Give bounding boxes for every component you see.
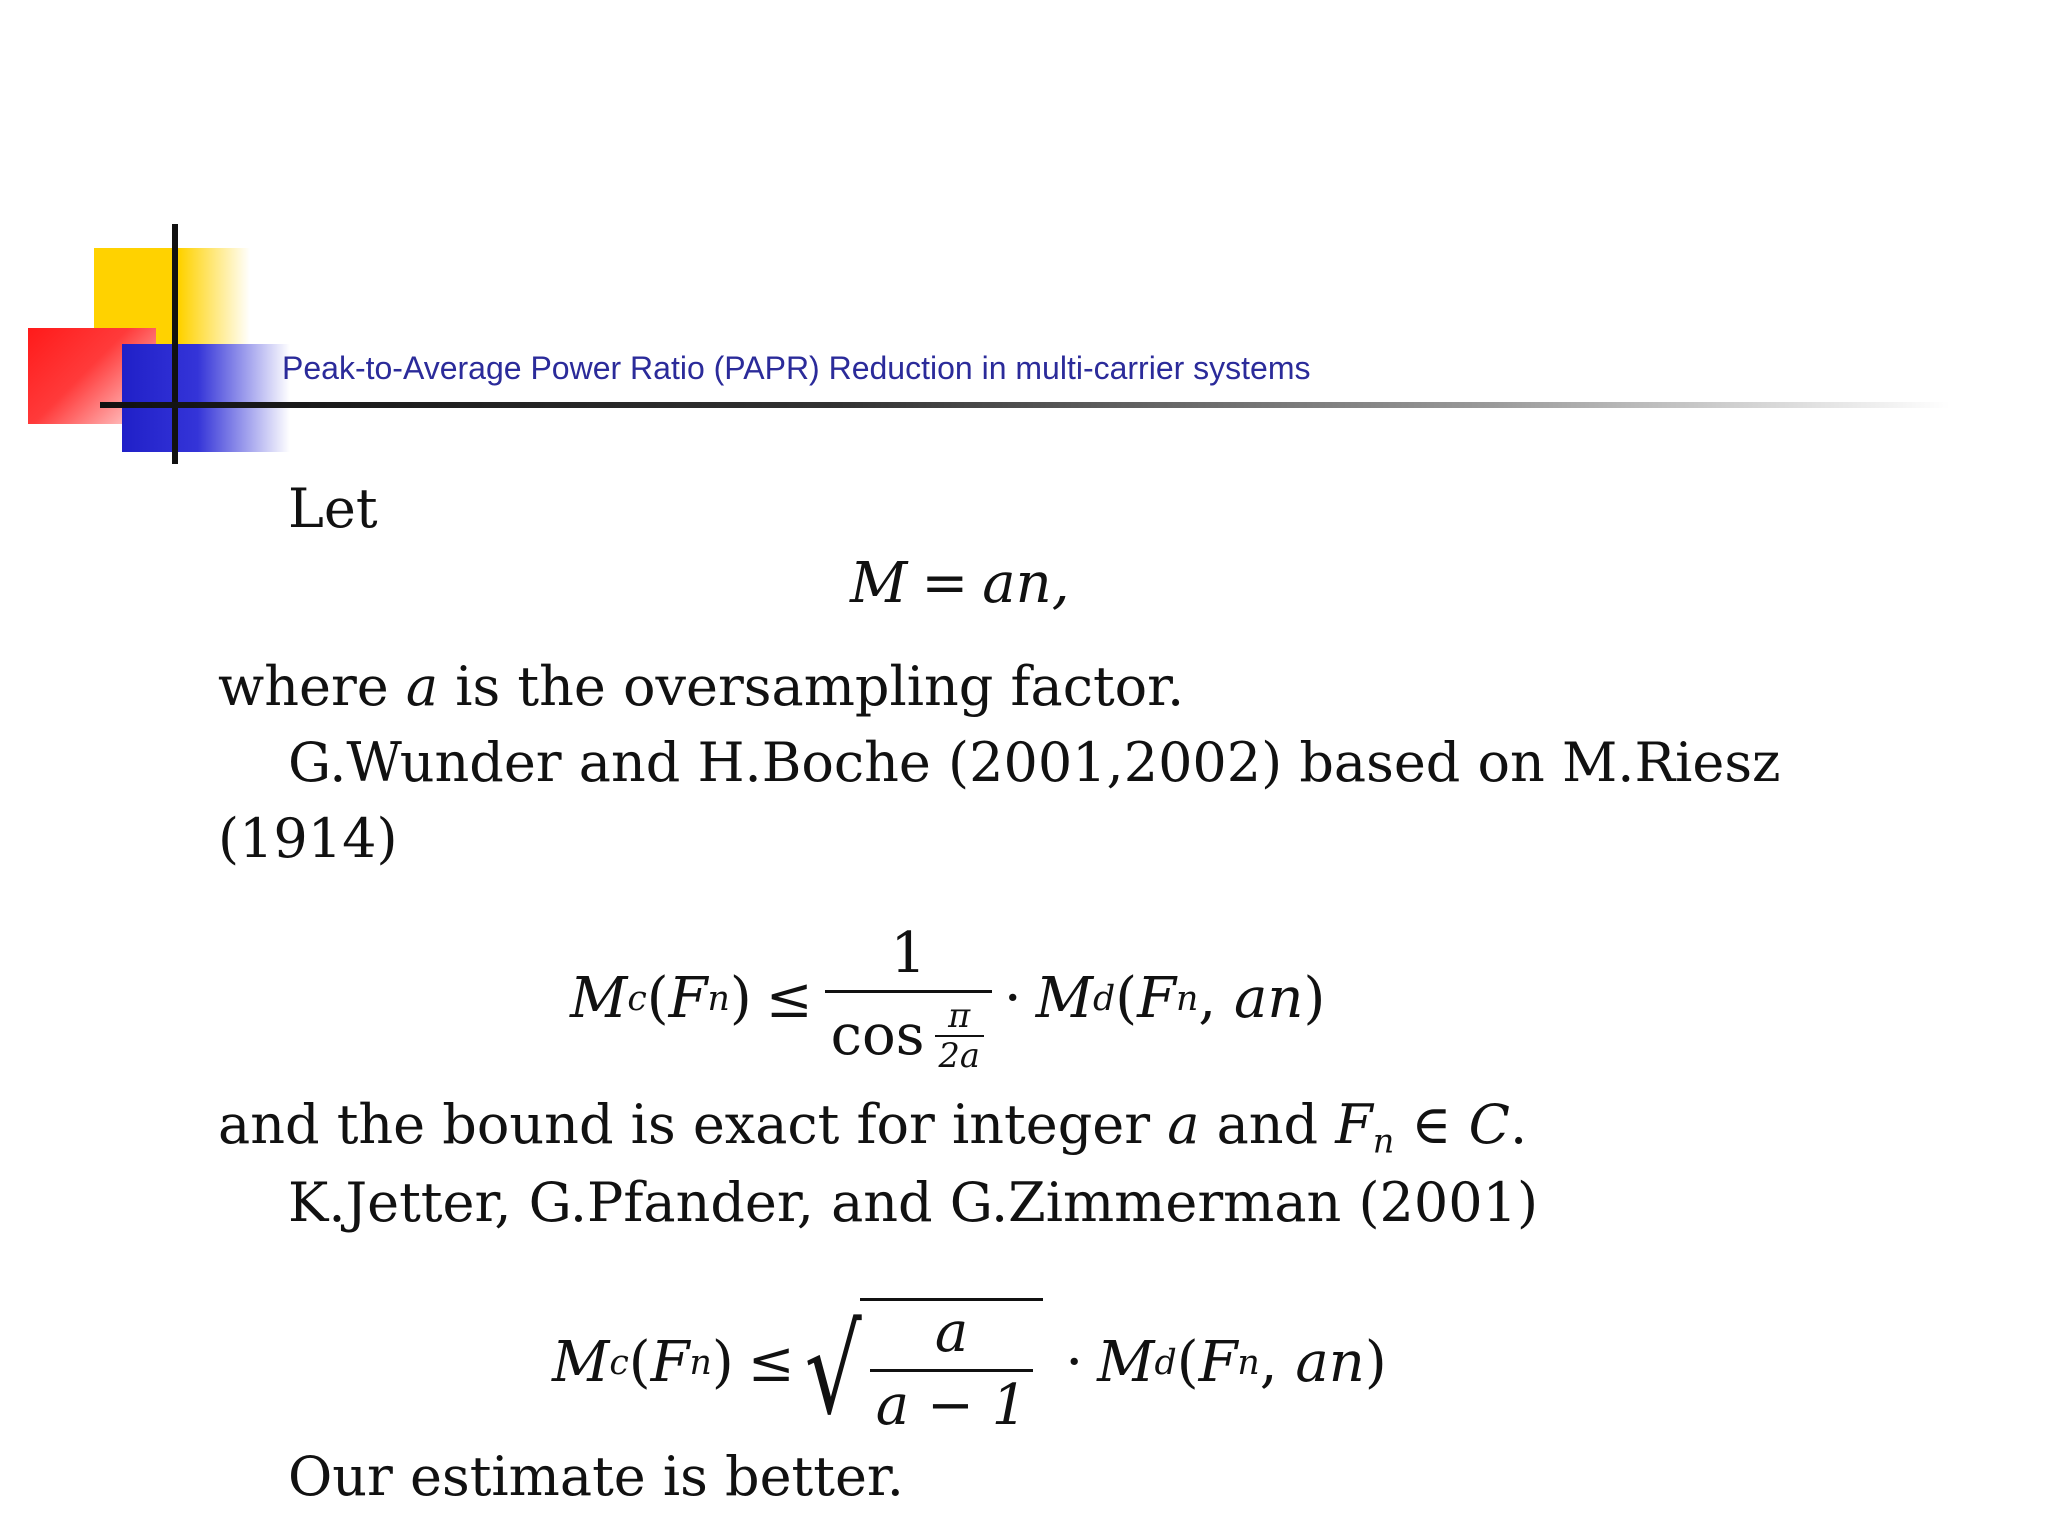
eq2-dot: · bbox=[1003, 966, 1022, 1032]
eq3-sub-c: c bbox=[609, 1342, 629, 1383]
eq1-lhs: M bbox=[850, 551, 908, 616]
bound-a: a bbox=[1167, 1093, 1200, 1156]
eq2-sub-n2: n bbox=[1176, 978, 1199, 1019]
text-reference-jetter: K.Jetter, G.Pfander, and G.Zimmerman (2001) bbox=[288, 1171, 1539, 1234]
equation-jetter-bound: M c ( F n ) ≤ √ $\frac{a}{a - 1}$ · M d ( F n , an ) bbox=[552, 1292, 1387, 1434]
eq3-F: F bbox=[650, 1330, 690, 1395]
eq3-fraction bbox=[870, 1300, 1034, 1438]
slide-title: Peak-to-Average Power Ratio (PAPR) Reduction in multi-carrier systems bbox=[282, 350, 1311, 386]
equation-m-equals-an bbox=[850, 551, 1070, 616]
bound-pre: and the bound is exact for integer bbox=[218, 1093, 1168, 1156]
eq3-M2: M bbox=[1097, 1330, 1155, 1395]
eq3-le: ≤ bbox=[747, 1330, 795, 1395]
eq2-F2: F bbox=[1137, 966, 1176, 1032]
eq1-op: = bbox=[921, 551, 969, 616]
eq3-sqrt bbox=[804, 1292, 1044, 1443]
eq2-sub-c: c bbox=[627, 978, 647, 1019]
eq2-an: an bbox=[1233, 966, 1304, 1032]
eq2-fraction bbox=[825, 921, 992, 1075]
bound-mid: and bbox=[1199, 1093, 1336, 1156]
eq2-two-a: 2a bbox=[935, 1035, 984, 1073]
eq3-sub-n: n bbox=[689, 1342, 712, 1383]
where-pre: where bbox=[218, 655, 406, 718]
eq3-M: M bbox=[552, 1330, 610, 1395]
text-let: Let bbox=[288, 477, 378, 540]
eq3-sqrt-sign: √ bbox=[804, 1302, 862, 1443]
eq3-dot: · bbox=[1065, 1330, 1084, 1395]
text-reference-year: (1914) bbox=[218, 807, 398, 870]
eq3-an: an bbox=[1295, 1330, 1365, 1395]
eq2-cos: cos bbox=[830, 1002, 925, 1068]
eq3-F2: F bbox=[1198, 1330, 1238, 1395]
where-var: a bbox=[405, 655, 439, 718]
bound-F: F bbox=[1335, 1093, 1373, 1156]
eq2-sub-d: d bbox=[1093, 978, 1116, 1019]
where-post: is the oversampling factor. bbox=[438, 655, 1185, 718]
title-underline-rule bbox=[100, 402, 1950, 408]
bound-n: n bbox=[1372, 1121, 1395, 1161]
vertical-rule bbox=[172, 224, 178, 464]
eq2-sub-n: n bbox=[707, 978, 730, 1019]
bound-C: C bbox=[1468, 1093, 1510, 1156]
blue-square-decoration bbox=[122, 344, 290, 452]
equation-wunder-boche-bound: M c ( F n ) ≤ 1 cos $\frac{\pi}{2a}$ · M d ( F n , an ) bbox=[570, 921, 1326, 1075]
eq2-denominator bbox=[825, 990, 992, 1075]
eq3-denominator: a − 1 bbox=[870, 1369, 1034, 1434]
eq2-numerator: 1 bbox=[890, 921, 927, 986]
eq3-sub-n2: n bbox=[1237, 1342, 1260, 1383]
eq1-rhs: an, bbox=[982, 551, 1070, 616]
eq2-M: M bbox=[570, 966, 628, 1032]
text-reference-wunder-boche: G.Wunder and H.Boche (2001,2002) based on M.Riesz bbox=[288, 731, 1781, 794]
eq2-F: F bbox=[668, 966, 708, 1032]
eq2-pi-fraction bbox=[935, 996, 984, 1075]
eq3-sub-d: d bbox=[1154, 1342, 1177, 1383]
text-conclusion: Our estimate is better. bbox=[288, 1445, 904, 1508]
eq2-M2: M bbox=[1035, 966, 1094, 1032]
bound-in: ∈ bbox=[1394, 1093, 1469, 1156]
eq2-le: ≤ bbox=[765, 966, 813, 1032]
text-bound-exact bbox=[218, 1093, 1528, 1161]
eq3-numerator: a bbox=[934, 1300, 969, 1365]
bound-end: . bbox=[1509, 1093, 1528, 1156]
text-where-line bbox=[218, 655, 1185, 718]
eq2-pi: π bbox=[948, 996, 971, 1035]
eq3-sqrt-body bbox=[860, 1298, 1044, 1438]
